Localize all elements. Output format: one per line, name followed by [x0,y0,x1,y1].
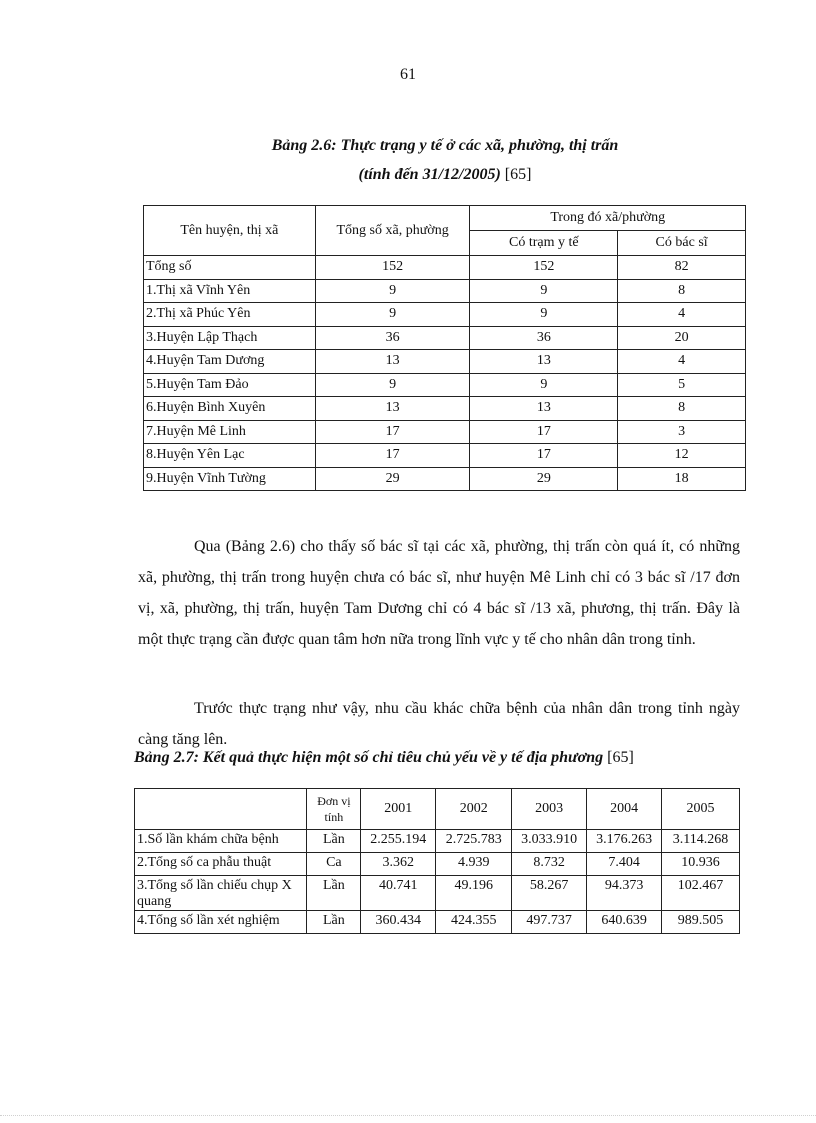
indicator-unit: Ca [307,853,361,876]
with-doctors: 8 [618,397,746,421]
indicator-unit: Lần [307,830,361,853]
indicator-value: 3.114.268 [662,830,740,853]
with-stations: 36 [470,326,618,350]
with-stations: 13 [470,350,618,374]
table1-header-group: Trong đó xã/phường [470,206,746,231]
total-communes: 9 [315,279,470,303]
table1-caption-ref: [65] [500,166,532,183]
indicator-value: 640.639 [587,911,662,934]
with-stations: 13 [470,397,618,421]
total-communes: 29 [315,467,470,491]
table-row [144,444,746,468]
indicator-value: 102.467 [662,876,740,911]
table-row [144,279,746,303]
with-doctors: 3 [618,420,746,444]
table-row [144,256,746,280]
table1-caption-date: (tính đến 31/12/2005) [358,166,501,183]
indicator-value: 3.033.910 [512,830,587,853]
table2-header-year: 2002 [436,789,512,830]
indicator-name: 4.Tổng số lần xét nghiệm [135,911,307,934]
table2-header-year: 2003 [512,789,587,830]
table1-header-total: Tổng số xã, phường [315,206,470,256]
total-communes: 9 [315,373,470,397]
with-stations: 29 [470,467,618,491]
indicator-value: 58.267 [512,876,587,911]
table2-header-blank [135,789,307,830]
district-name: 1.Thị xã Vĩnh Yên [144,279,316,303]
indicator-name: 2.Tổng số ca phẫu thuật [135,853,307,876]
indicator-value: 7.404 [587,853,662,876]
district-name: 7.Huyện Mê Linh [144,420,316,444]
district-name: 8.Huyện Yên Lạc [144,444,316,468]
total-communes: 9 [315,303,470,327]
with-doctors: 8 [618,279,746,303]
table1-caption [0,137,816,155]
with-stations: 9 [470,303,618,327]
paragraph-analysis: Qua (Bảng 2.6) cho thấy số bác sĩ tại các xã, phường, thị trấn còn quá ít, có những xã, phường, thị trấn trong huyện chưa có bác sĩ, như huyện Mê Linh chỉ có 3 bác sĩ /17 đơn vị, xã, phường, thị trấn, huyện Tam Dương chỉ có 4 bác sĩ /13 xã, phương, thị trấn. Đây là một thực trạng cần được quan tâm hơn nữa trong lĩnh vực y tế cho nhân dân trong tỉnh. [138,538,740,648]
page-bottom-rule [0,1115,816,1116]
with-doctors: 4 [618,303,746,327]
indicator-name: 1.Số lần khám chữa bệnh [135,830,307,853]
indicator-value: 40.741 [361,876,436,911]
table1-header-doctors: Có bác sĩ [618,231,746,256]
indicator-value: 3.362 [361,853,436,876]
with-doctors: 20 [618,326,746,350]
with-doctors: 82 [618,256,746,280]
table1-header-row [144,206,746,231]
with-doctors: 12 [618,444,746,468]
with-stations: 9 [470,373,618,397]
district-name: 2.Thị xã Phúc Yên [144,303,316,327]
with-stations: 17 [470,420,618,444]
indicator-value: 8.732 [512,853,587,876]
indicator-value: 360.434 [361,911,436,934]
table2-caption-ref: [65] [603,749,634,766]
with-doctors: 5 [618,373,746,397]
table2-header-row [135,789,740,830]
indicator-value: 3.176.263 [587,830,662,853]
district-name: 3.Huyện Lập Thạch [144,326,316,350]
table2-header-year: 2001 [361,789,436,830]
table1-header-district: Tên huyện, thị xã [144,206,316,256]
indicator-value: 10.936 [662,853,740,876]
table1-caption-title: Bảng 2.6: Thực trạng y tế ở các xã, phường, thị trấn [271,137,619,154]
table-row [135,853,740,876]
indicator-value: 497.737 [512,911,587,934]
indicator-value: 49.196 [436,876,512,911]
district-name: Tổng số [144,256,316,280]
table-row [135,911,740,934]
health-indicators-table [134,788,740,934]
table-row [135,830,740,853]
table1-header-stations: Có trạm y tế [470,231,618,256]
table1-caption-line2 [0,166,816,184]
table-row [144,397,746,421]
with-stations: 9 [470,279,618,303]
total-communes: 13 [315,397,470,421]
indicator-unit: Lần [307,911,361,934]
with-stations: 17 [470,444,618,468]
district-name: 9.Huyện Vĩnh Tường [144,467,316,491]
total-communes: 152 [315,256,470,280]
indicator-value: 2.255.194 [361,830,436,853]
indicator-value: 4.939 [436,853,512,876]
table2-caption [134,749,740,767]
indicator-value: 2.725.783 [436,830,512,853]
with-doctors: 4 [618,350,746,374]
total-communes: 17 [315,444,470,468]
table2-header-year: 2004 [587,789,662,830]
paragraph-demand: Trước thực trạng như vậy, nhu cầu khác chữa bệnh của nhân dân trong tỉnh ngày càng tăng lên. [138,700,740,748]
indicator-value: 989.505 [662,911,740,934]
indicator-unit: Lần [307,876,361,911]
indicator-name: 3.Tổng số lần chiếu chụp X quang [135,876,307,911]
district-name: 6.Huyện Bình Xuyên [144,397,316,421]
with-doctors: 18 [618,467,746,491]
table2-caption-title: Bảng 2.7: Kết quả thực hiện một số chỉ tiêu chủ yếu về y tế địa phương [134,749,604,766]
table-row [144,303,746,327]
table2-header-year: 2005 [662,789,740,830]
table-row [144,326,746,350]
total-communes: 36 [315,326,470,350]
table-row [144,373,746,397]
total-communes: 13 [315,350,470,374]
indicator-value: 94.373 [587,876,662,911]
with-stations: 152 [470,256,618,280]
page-number: 61 [400,66,416,83]
district-name: 4.Huyện Tam Dương [144,350,316,374]
total-communes: 17 [315,420,470,444]
indicator-value: 424.355 [436,911,512,934]
district-name: 5.Huyện Tam Đảo [144,373,316,397]
table-row [144,467,746,491]
health-status-table [143,205,746,491]
table-row [144,350,746,374]
table-row [144,420,746,444]
table2-header-unit: Đơn vị tính [307,789,361,830]
table-row [135,876,740,911]
